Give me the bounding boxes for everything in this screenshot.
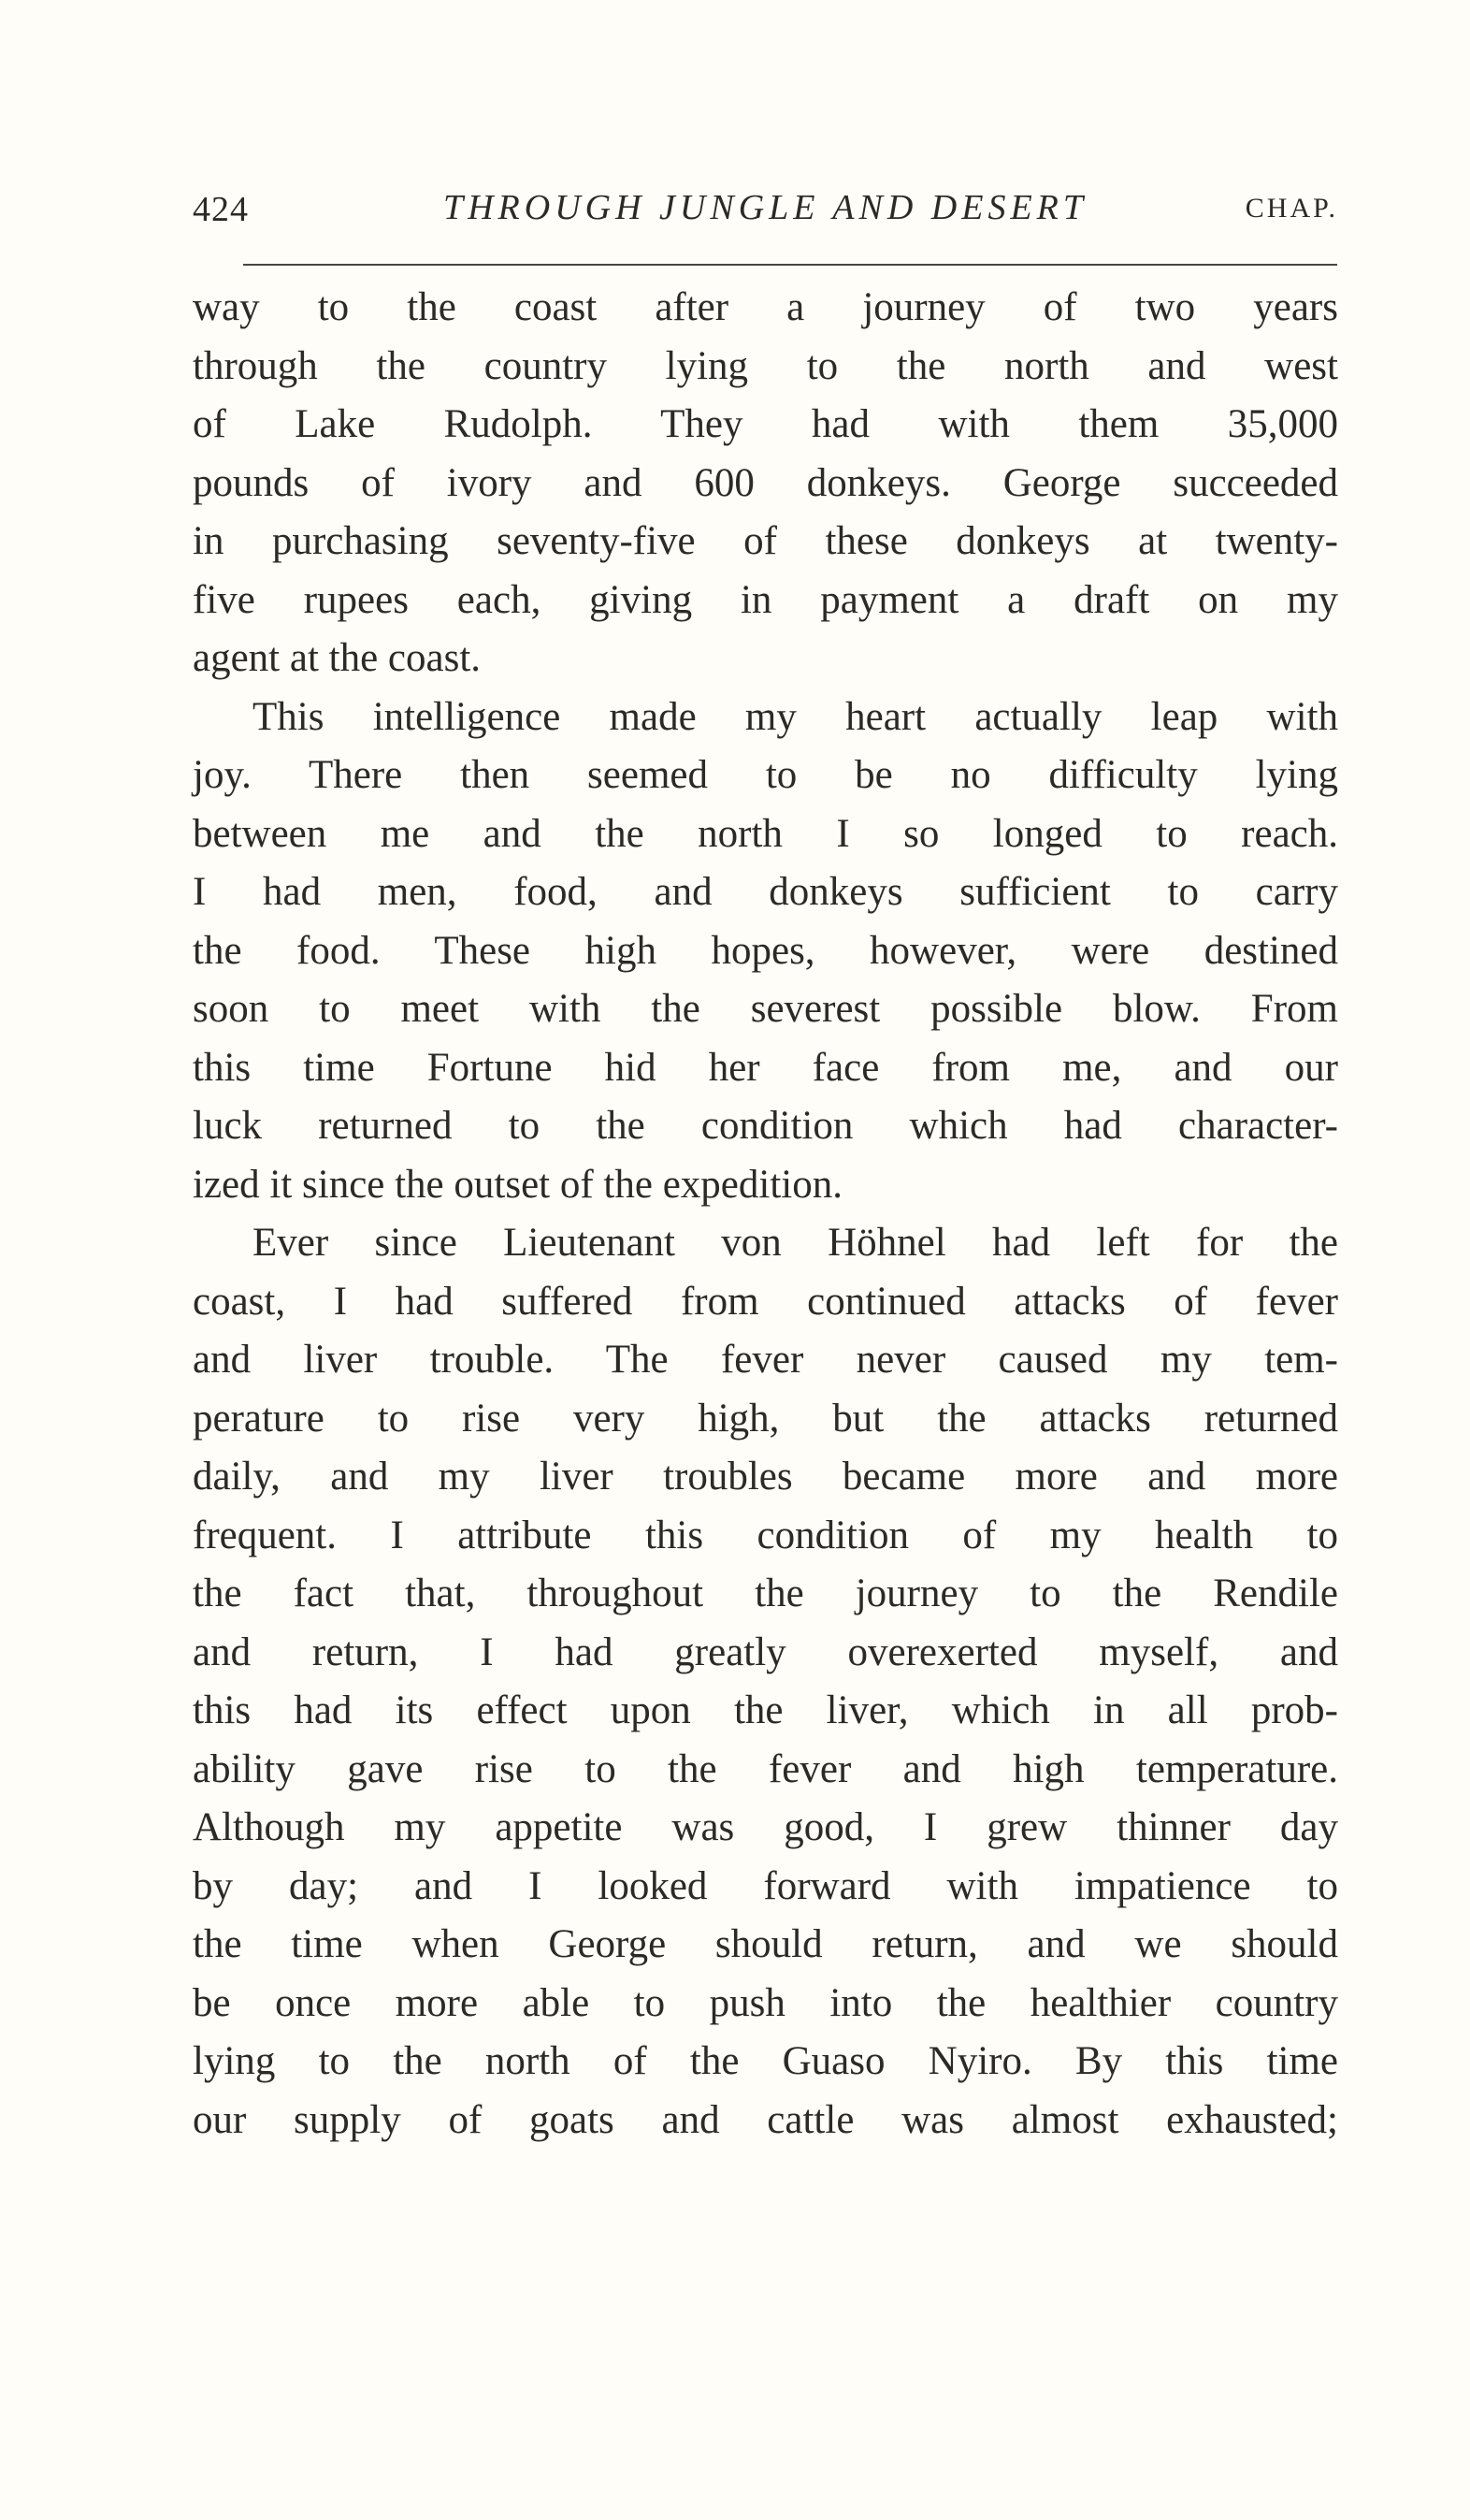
body-text (193, 279, 1338, 2150)
text-line: way to the coast after a journey of two years (193, 285, 1338, 329)
text-line: agent at the coast. (193, 636, 482, 680)
page-number: 424 (193, 190, 249, 229)
text-line: be once more able to push into the healthier country (193, 1980, 1338, 2025)
text-line: pounds of ivory and 600 donkeys. George succeeded (193, 460, 1338, 505)
text-line: Although my appetite was good, I grew thinner day (193, 1805, 1338, 1849)
text-line: lying to the north of the Guaso Nyiro. By this time (193, 2039, 1338, 2083)
text-line: and return, I had greatly overexerted myself, and (193, 1629, 1338, 1674)
paragraph-start-line: This intelligence made my heart actually leap with (252, 694, 1338, 739)
text-line: this time Fortune hid her face from me, and our (193, 1045, 1338, 1090)
text-line: the fact that, throughout the journey to the Rendile (193, 1571, 1338, 1615)
text-line: the food. These high hopes, however, were destined (193, 928, 1338, 973)
text-line: and liver trouble. The fever never caused my tem- (193, 1338, 1338, 1382)
text-line: of Lake Rudolph. They had with them 35,000 (193, 402, 1338, 446)
text-line: through the country lying to the north and west (193, 343, 1338, 388)
text-line: this had its effect upon the liver, which in all prob- (193, 1688, 1338, 1732)
text-line: luck returned to the condition which had character- (193, 1104, 1338, 1148)
text-line: in purchasing seventy-five of these donkeys at twenty- (193, 519, 1338, 563)
text-line: the time when George should return, and we should (193, 1922, 1338, 1966)
text-line: frequent. I attribute this condition of my health to (193, 1513, 1338, 1557)
text-line: soon to meet with the severest possible blow. From (193, 987, 1338, 1031)
header-rule (243, 264, 1337, 266)
running-head (193, 178, 1338, 234)
running-title: THROUGH JUNGLE AND DESERT (442, 188, 1088, 227)
text-line: our supply of goats and cattle was almost exhausted; (193, 2097, 1338, 2142)
text-line: perature to rise very high, but the attacks returned (193, 1396, 1338, 1441)
chapter-label: CHAP. (1245, 193, 1338, 224)
text-line: I had men, food, and donkeys sufficient to carry (193, 870, 1338, 914)
paragraph-start-line: Ever since Lieutenant von Höhnel had left for the (252, 1221, 1338, 1265)
text-line: daily, and my liver troubles became more and more (193, 1455, 1338, 1499)
text-line: ized it since the outset of the expedition. (193, 1162, 843, 1207)
text-line: ability gave rise to the fever and high temperature. (193, 1746, 1338, 1791)
text-line: coast, I had suffered from continued attacks of fever (193, 1279, 1338, 1324)
text-line: between me and the north I so longed to reach. (193, 811, 1338, 856)
text-line: by day; and I looked forward with impatience to (193, 1863, 1338, 1908)
text-line: joy. There then seemed to be no difficulty lying (193, 753, 1338, 797)
text-line: five rupees each, giving in payment a draft on my (193, 577, 1338, 622)
